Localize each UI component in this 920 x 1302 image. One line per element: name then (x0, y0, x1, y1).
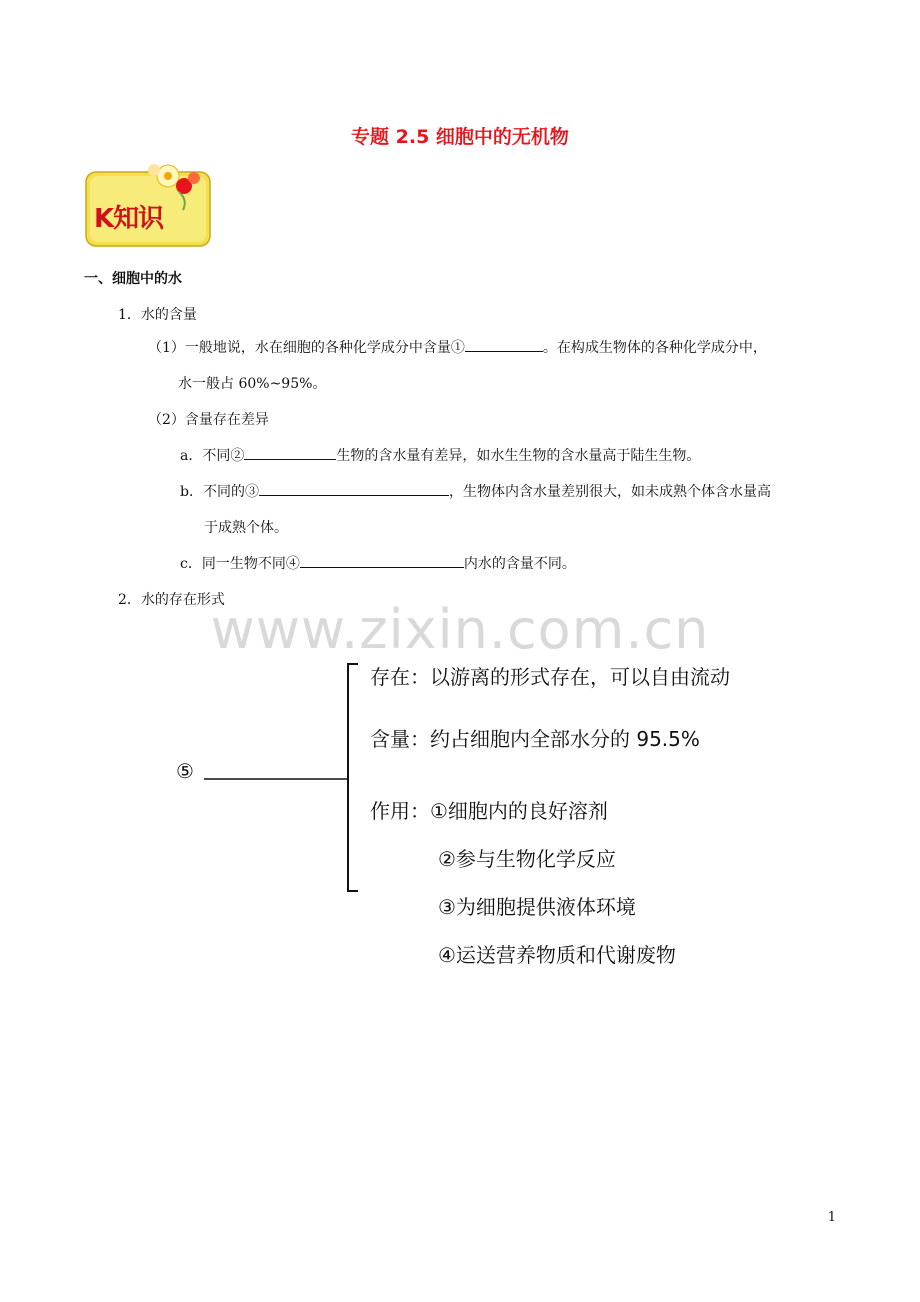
text: 生物的含水量有差异，如水生生物的含水量高于陆生生物。 (336, 448, 701, 464)
blank-1 (465, 337, 543, 352)
page-number: 1 (827, 1210, 836, 1225)
text: ，生物体内含水量差别很大，如未成熟个体含水量高 (448, 484, 771, 500)
section-heading: 一、细胞中的水 (84, 271, 182, 287)
item1-heading: 1．水的含量 (118, 307, 197, 323)
text: c．同一生物不同④ (180, 556, 300, 572)
item2-heading: 2．水的存在形式 (118, 592, 225, 608)
item-b-cont: 于成熟个体。 (204, 520, 288, 536)
item-c (180, 553, 576, 573)
knowledge-badge (84, 158, 214, 250)
blank-4 (300, 553, 464, 568)
content-line: 含量：约占细胞内全部水分的 95.5% (370, 727, 700, 751)
blank-2 (244, 445, 336, 460)
text: b．不同的③ (180, 484, 259, 500)
item1-paragraph-line1 (148, 337, 767, 357)
role-line-1: 作用：①细胞内的良好溶剂 (370, 799, 608, 823)
badge-label: K知识 (94, 204, 164, 234)
role-line-3: ③为细胞提供液体环境 (438, 895, 636, 919)
role-line-4: ④运送营养物质和代谢废物 (438, 943, 676, 967)
text: 内水的含量不同。 (463, 556, 576, 572)
text: a．不同② (180, 448, 245, 464)
text: （1）一般地说，水在细胞的各种化学成分中含量① (148, 340, 465, 356)
watermark: www.zixin.com.cn (210, 598, 710, 661)
item-b (180, 481, 771, 501)
item1-sub2: （2）含量存在差异 (148, 412, 269, 428)
circled-5-label: ⑤ (176, 759, 194, 783)
page-title: 专题 2.5 细胞中的无机物 (351, 126, 569, 148)
text: 。在构成生物体的各种化学成分中， (542, 340, 767, 356)
role-line-2: ②参与生物化学反应 (438, 847, 616, 871)
blank-3 (259, 481, 449, 496)
item-a (180, 445, 700, 465)
water-form-diagram (170, 655, 770, 975)
item1-paragraph-line2: 水一般占 60%~95%。 (178, 376, 327, 392)
existence-line: 存在：以游离的形式存在，可以自由流动 (370, 665, 730, 689)
